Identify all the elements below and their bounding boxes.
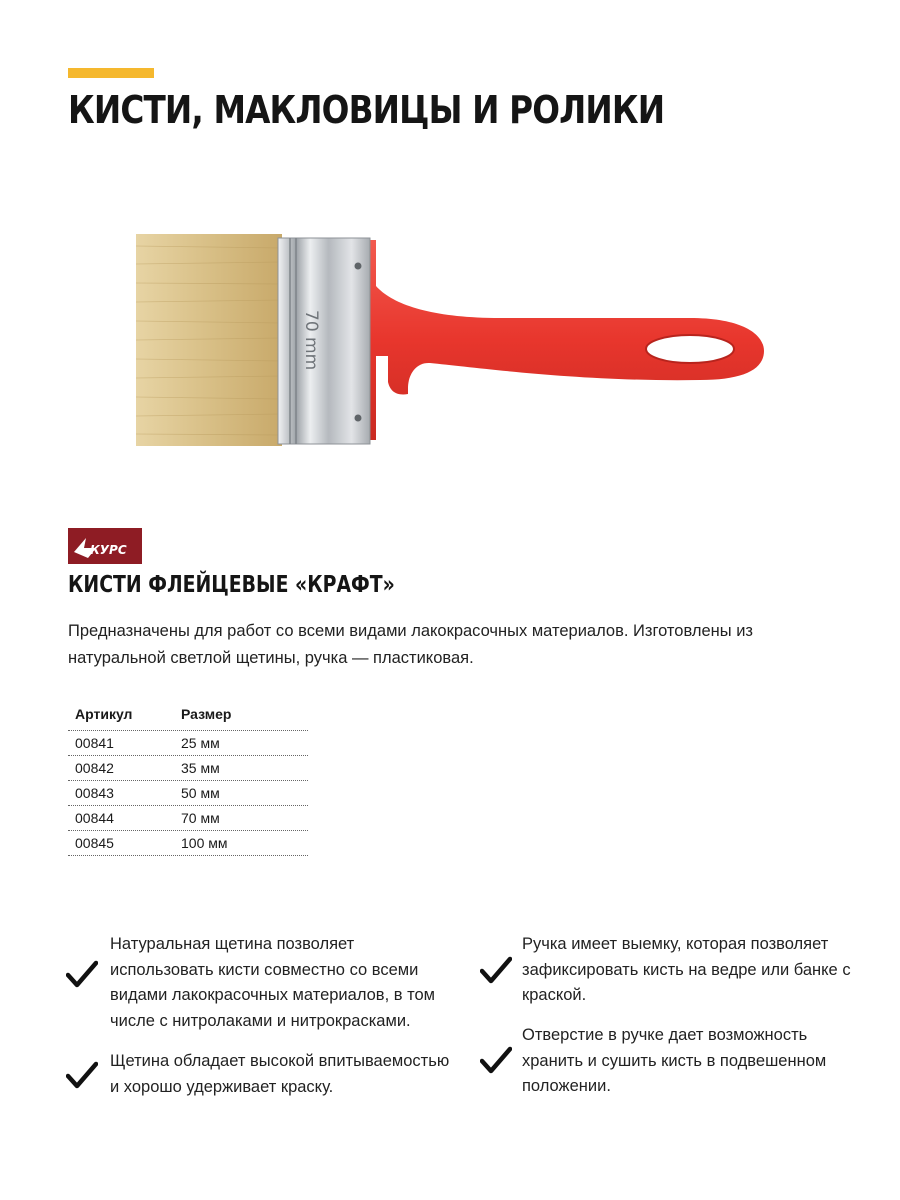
- cell-size: 25 мм: [181, 735, 220, 751]
- table-row: [68, 756, 308, 781]
- feature-text: Отверстие в ручке дает возможность хранить и сушить кисть в подвешенном положении.: [522, 1026, 827, 1095]
- feature-item: [522, 1023, 842, 1100]
- cell-code: 00843: [75, 785, 114, 801]
- table-row: [68, 831, 308, 856]
- feature-text: Натуральная щетина позволяет использовать кисти совместно со всеми видами лакокрасочных материалов, в том числе с нитролаками и нитрокрасками.: [110, 935, 435, 1030]
- cell-code: 00842: [75, 760, 114, 776]
- feature-item: [110, 932, 460, 1034]
- cell-code: 00845: [75, 835, 114, 851]
- feature-text: Ручка имеет выемку, которая позволяет зафиксировать кисть на ведре или банке с краской.: [522, 935, 851, 1004]
- brand-logo: [68, 528, 142, 564]
- product-description: Предназначены для работ со всеми видами лакокрасочных материалов. Изготовлены из натуральной светлой щетины, ручка — пластиковая.: [68, 622, 753, 667]
- feature-item: [522, 932, 852, 1009]
- table-row: [68, 731, 308, 756]
- header-size: Размер: [181, 705, 232, 722]
- feature-item: [110, 1049, 460, 1100]
- cell-size: 35 мм: [181, 760, 220, 776]
- ferrule-size-label: 70 mm: [301, 310, 321, 371]
- cell-size: 50 мм: [181, 785, 220, 801]
- feature-text: Щетина обладает высокой впитываемостью и хорошо удерживает краску.: [110, 1052, 450, 1096]
- cell-size: 70 мм: [181, 810, 220, 826]
- paint-brush-image: [130, 226, 770, 458]
- spec-table-header: [68, 697, 308, 731]
- accent-bar: [68, 68, 154, 78]
- checkmark-icon: [66, 960, 98, 988]
- table-row: [68, 806, 308, 831]
- cell-size: 100 мм: [181, 835, 228, 851]
- checkmark-icon: [480, 956, 512, 984]
- table-row: [68, 781, 308, 806]
- product-title: КИСТИ ФЛЕЙЦЕВЫЕ «КРАФТ»: [68, 572, 395, 598]
- checkmark-icon: [66, 1061, 98, 1089]
- cell-code: 00841: [75, 735, 114, 751]
- page-title: КИСТИ, МАКЛОВИЦЫ И РОЛИКИ: [68, 88, 665, 132]
- brand-name: КУРС: [90, 543, 127, 557]
- header-code: Артикул: [75, 705, 133, 722]
- spec-table: [68, 697, 308, 856]
- checkmark-icon: [480, 1046, 512, 1074]
- cell-code: 00844: [75, 810, 114, 826]
